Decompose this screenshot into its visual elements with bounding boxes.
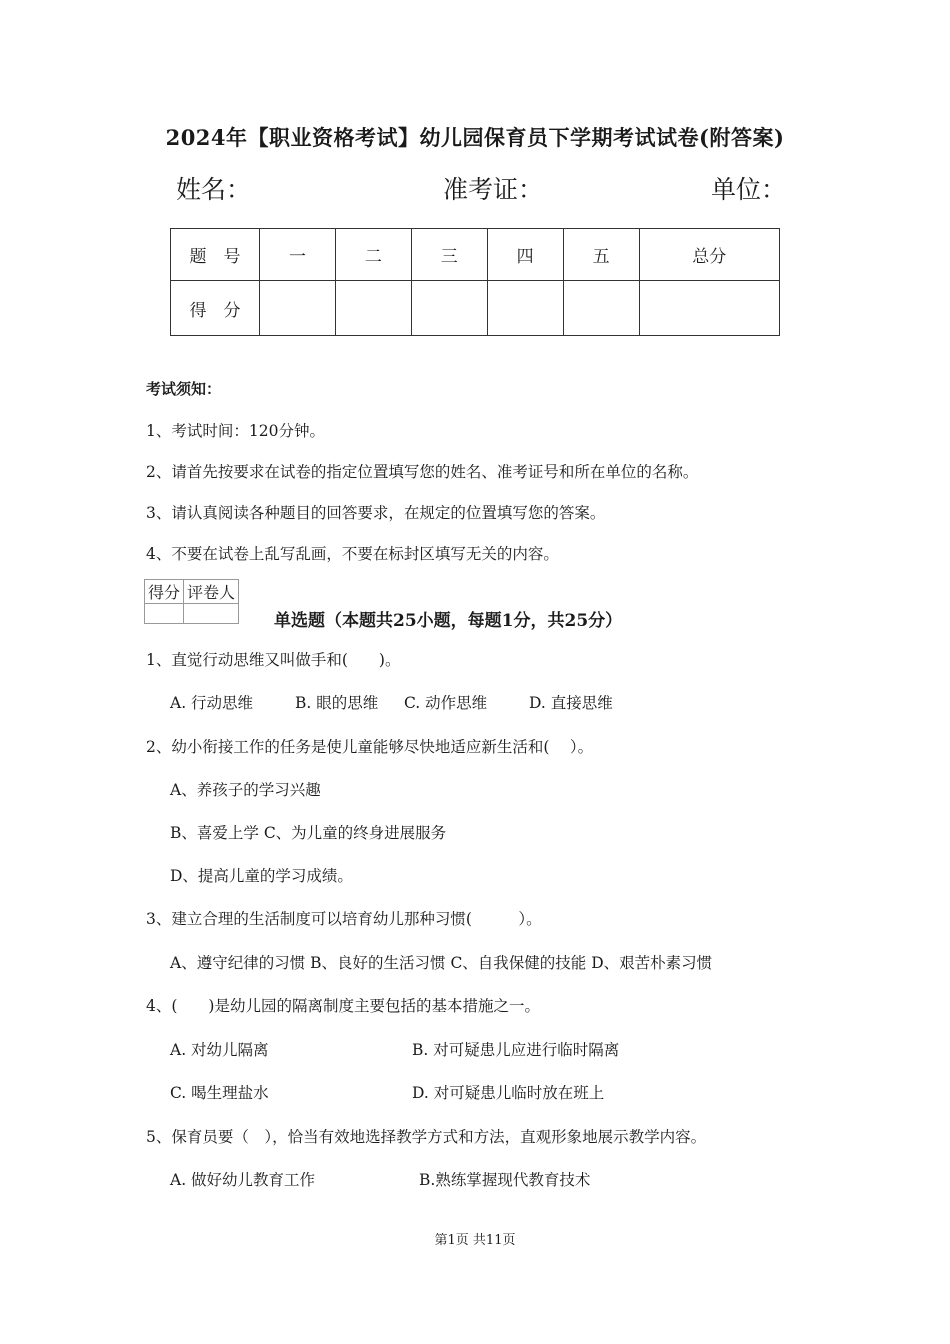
question-stem: 2、幼小衔接工作的任务是使儿童能够尽快地适应新生活和( ）。 [146,738,594,756]
exam-id-field-label: 准考证： [443,175,544,204]
score-header-cell: 总分 [639,229,779,281]
option-text: B、喜爱上学 C、为儿童的终身进展服务 [170,824,447,842]
notice-heading: 考试须知： [146,380,222,398]
question-stem: 4、( )是幼儿园的隔离制度主要包括的基本措施之一。 [146,997,540,1015]
score-header-cell: 题 号 [171,229,260,281]
unit-field-label: 单位： [711,175,787,204]
score-table [170,228,780,336]
score-cell[interactable] [487,281,563,336]
option-text: A、遵守纪律的习惯 B、良好的生活习惯 C、自我保健的技能 D、艰苦朴素习惯 [170,954,713,972]
notice-item: 2、请首先按要求在试卷的指定位置填写您的姓名、准考证号和所在单位的名称。 [146,463,699,481]
grader-score-cell[interactable] [145,604,184,624]
grader-name-cell[interactable] [184,604,239,624]
option-text: A、养孩子的学习兴趣 [170,781,321,799]
option-text: A. 对幼儿隔离 [170,1041,269,1059]
name-field-label: 姓名： [176,175,252,204]
option-text: D. 直接思维 [529,694,613,712]
score-header-cell: 五 [563,229,639,281]
score-cell[interactable] [563,281,639,336]
option-text: A. 行动思维 [170,694,254,712]
notice-item: 3、请认真阅读各种题目的回答要求，在规定的位置填写您的答案。 [146,504,606,522]
score-cell[interactable] [335,281,411,336]
option-text: C. 喝生理盐水 [170,1084,269,1102]
score-cell[interactable] [411,281,487,336]
grader-name-label: 评卷人 [184,580,239,604]
grader-box [144,579,239,624]
option-text: D. 对可疑患儿临时放在班上 [412,1084,605,1102]
question-stem: 5、保育员要（ ），恰当有效地选择教学方式和方法，直观形象地展示教学内容。 [146,1128,707,1146]
notice-item: 4、不要在试卷上乱写乱画，不要在标封区填写无关的内容。 [146,545,559,563]
option-text: A. 做好幼儿教育工作 [170,1171,316,1189]
option-text: D、提高儿童的学习成绩。 [170,867,353,885]
score-header-cell: 三 [411,229,487,281]
score-cell[interactable] [639,281,779,336]
score-table-header-row [171,229,780,281]
score-header-cell: 二 [335,229,411,281]
page-title: 2024年【职业资格考试】幼儿园保育员下学期考试试卷(附答案) [165,125,785,150]
option-text: B. 对可疑患儿应进行临时隔离 [412,1041,620,1059]
score-cell[interactable] [260,281,336,336]
option-text: B.熟练掌握现代教育技术 [419,1171,591,1189]
page-footer: 第1页 共11页 [434,1233,516,1248]
question-stem: 3、建立合理的生活制度可以培育幼儿那种习惯( ）。 [146,910,542,928]
option-text: B. 眼的思维 [295,694,379,712]
notice-item: 1、考试时间：120分钟。 [146,422,325,440]
option-text: C. 动作思维 [404,694,488,712]
score-header-cell: 四 [487,229,563,281]
section-title: 单选题（本题共25小题，每题1分，共25分） [274,611,623,631]
score-row-label: 得 分 [171,281,260,336]
grader-score-label: 得分 [145,580,184,604]
question-stem: 1、直觉行动思维又叫做手和( )。 [146,651,401,669]
score-header-cell: 一 [260,229,336,281]
score-table-score-row [171,281,780,336]
